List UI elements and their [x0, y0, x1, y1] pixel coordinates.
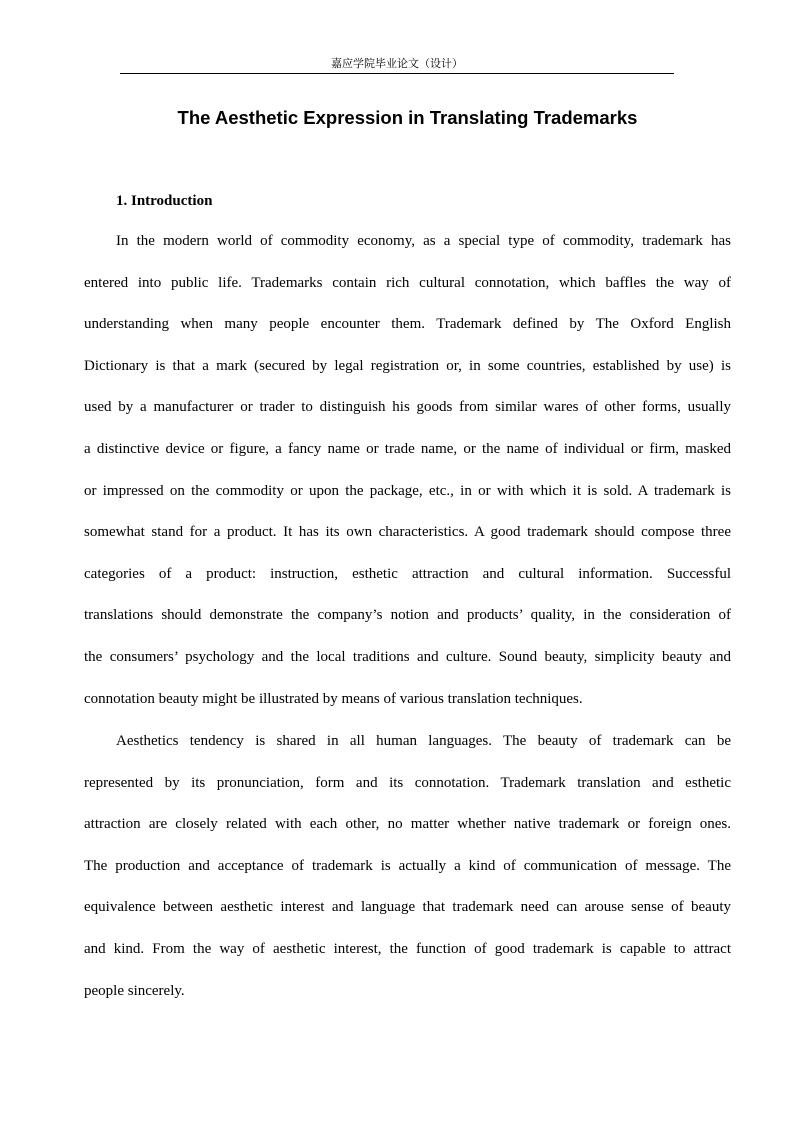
document-title: The Aesthetic Expression in Translating Trademarks	[177, 107, 638, 128]
text-line: The production and acceptance of trademark is actually a kind of communication of message. The	[84, 857, 731, 874]
text-line: connotation beauty might be illustrated by means of various translation techniques.	[84, 690, 583, 707]
text-line: attraction are closely related with each other, no matter whether native trademark or foreign ones.	[84, 816, 731, 833]
text-line: the consumers’ psychology and the local traditions and culture. Sound beauty, simplicity beauty and	[84, 648, 731, 665]
text-line: and kind. From the way of aesthetic interest, the function of good trademark is capable to attract	[84, 940, 731, 957]
header-rule	[120, 73, 674, 74]
text-line: equivalence between aesthetic interest and language that trademark need can arouse sense of beauty	[84, 899, 731, 916]
text-line: translations should demonstrate the company’s notion and products’ quality, in the consideration of	[84, 607, 731, 624]
text-line: understanding when many people encounter them. Trademark defined by The Oxford English	[84, 316, 731, 333]
paragraph	[84, 221, 731, 720]
text-line: people sincerely.	[84, 982, 185, 999]
text-line: Aesthetics tendency is shared in all human languages. The beauty of trademark can be	[116, 733, 731, 749]
running-header: 嘉应学院毕业论文（设计）	[331, 57, 463, 70]
text-line: or impressed on the commodity or upon the package, etc., in or with which it is sold. A trademark is	[84, 482, 731, 499]
text-line: Dictionary is that a mark (secured by legal registration or, in some countries, established by use) is	[84, 357, 731, 374]
paragraph	[84, 721, 731, 1012]
text-line: a distinctive device or figure, a fancy name or trade name, or the name of individual or firm, masked	[84, 440, 731, 457]
text-line: In the modern world of commodity economy, as a special type of commodity, trademark has	[116, 233, 731, 249]
text-line: somewhat stand for a product. It has its own characteristics. A good trademark should compose three	[84, 524, 731, 541]
text-line: categories of a product: instruction, esthetic attraction and cultural information. Successful	[84, 565, 731, 582]
text-line: entered into public life. Trademarks contain rich cultural connotation, which baffles the way of	[84, 274, 731, 291]
text-line: represented by its pronunciation, form and its connotation. Trademark translation and esthetic	[84, 774, 731, 791]
text-line: used by a manufacturer or trader to distinguish his goods from similar wares of other forms, usually	[84, 399, 731, 416]
section-heading: 1. Introduction	[116, 193, 213, 209]
